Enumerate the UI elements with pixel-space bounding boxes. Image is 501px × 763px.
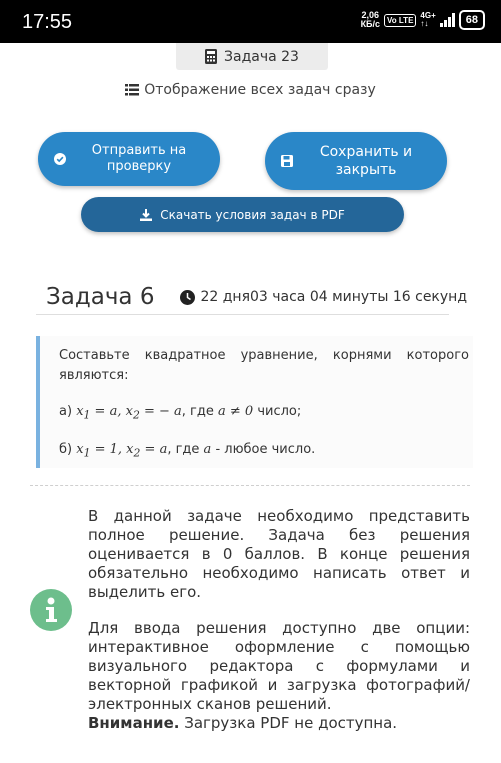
speed-value: 2,06 [361, 10, 380, 20]
network-type [420, 12, 435, 28]
info-icon [30, 589, 72, 631]
notice-warning-text: Загрузка PDF не доступна. [179, 714, 398, 732]
part-a-prefix: а) [59, 404, 73, 419]
info-glyph-icon [30, 589, 72, 631]
show-all-tasks-label: Отображение всех задач сразу [144, 82, 376, 98]
submit-for-review-button[interactable] [38, 132, 220, 186]
status-bar [0, 0, 501, 43]
network-type-label: 4G+ [420, 11, 436, 20]
download-icon [140, 209, 152, 221]
part-a-tail: число; [253, 404, 302, 419]
current-task-label: Задача 23 [224, 48, 299, 65]
part-a-condition: a ≠ 0 [218, 404, 254, 419]
task-statement [36, 336, 473, 468]
part-b-x2-eq: = a [140, 442, 168, 457]
part-a-x2-eq: = − a [139, 404, 182, 419]
part-a-x1-sub: 1 [83, 408, 91, 422]
part-a-cond-text: , где [181, 404, 218, 419]
list-icon [125, 84, 139, 96]
task-timer [180, 289, 467, 305]
task-header [46, 284, 467, 310]
task-intro: Составьте квадратное уравнение, корнями которого являются: [59, 348, 469, 383]
part-b-x2-var: x [126, 442, 134, 457]
part-b-x1 [76, 442, 168, 460]
part-b-tail: - любое число. [211, 442, 316, 457]
part-b-x1-sub: 1 [83, 446, 91, 460]
calculator-icon [205, 49, 217, 64]
signal-icon [440, 13, 455, 27]
check-circle-icon [54, 153, 66, 165]
battery-icon: 68 [459, 10, 485, 30]
task-part-a [59, 402, 301, 426]
save-icon [281, 155, 293, 167]
part-a-x2-sub: 2 [132, 408, 140, 422]
network-arrows: ↑↓ [420, 19, 429, 28]
task-title: Задача 6 [46, 284, 155, 310]
part-a-x1 [76, 404, 182, 422]
part-a-x1-var: x [76, 404, 84, 419]
part-b-x2-sub: 2 [133, 446, 141, 460]
network-speed [361, 11, 380, 29]
part-b-x1-eq: = 1, [90, 442, 127, 457]
download-pdf-button[interactable] [81, 197, 404, 232]
speed-unit: КБ/с [360, 19, 381, 29]
save-and-close-label: Сохранить и закрыть [319, 144, 413, 178]
notice-warning-label: Внимание. [88, 714, 180, 732]
part-a-x1-eq: = a, [90, 404, 126, 419]
save-and-close-button[interactable] [265, 132, 447, 190]
download-pdf-label: Скачать условия задач в PDF [160, 207, 345, 222]
section-divider [30, 485, 470, 486]
clock-icon [180, 290, 195, 305]
part-b-condition: a [203, 442, 212, 457]
notice-paragraph-2: Для ввода решения доступно две опции: интерактивное оформление с помощью визуального редактора с формулами и векторной графикой и загрузка фотографий/электронных сканов решений. [88, 619, 470, 713]
notice-warning [88, 714, 470, 733]
status-icons [361, 10, 485, 30]
part-b-prefix: б) [59, 442, 73, 457]
task-timer-value: 22 дня03 часа 04 минуты 16 секунд [200, 289, 468, 305]
submit-for-review-label: Отправить на проверку [91, 143, 187, 174]
header-divider [36, 314, 449, 315]
current-task-chip[interactable] [176, 43, 328, 70]
notice-paragraph-1: В данной задаче необходимо представить полное решение. Задача без решения оценивается в 0 баллов. В конце решения обязательно необходимо написать ответ и выделить его. [88, 507, 470, 601]
solution-notice [88, 507, 470, 733]
volte-badge: Vo LTE [384, 14, 416, 27]
show-all-tasks-link[interactable] [0, 82, 501, 98]
task-part-b [59, 440, 315, 464]
part-b-x1-var: x [76, 442, 84, 457]
status-time: 17:55 [22, 11, 73, 33]
part-b-cond-text: , где [167, 442, 204, 457]
part-a-x2-var: x [125, 404, 133, 419]
